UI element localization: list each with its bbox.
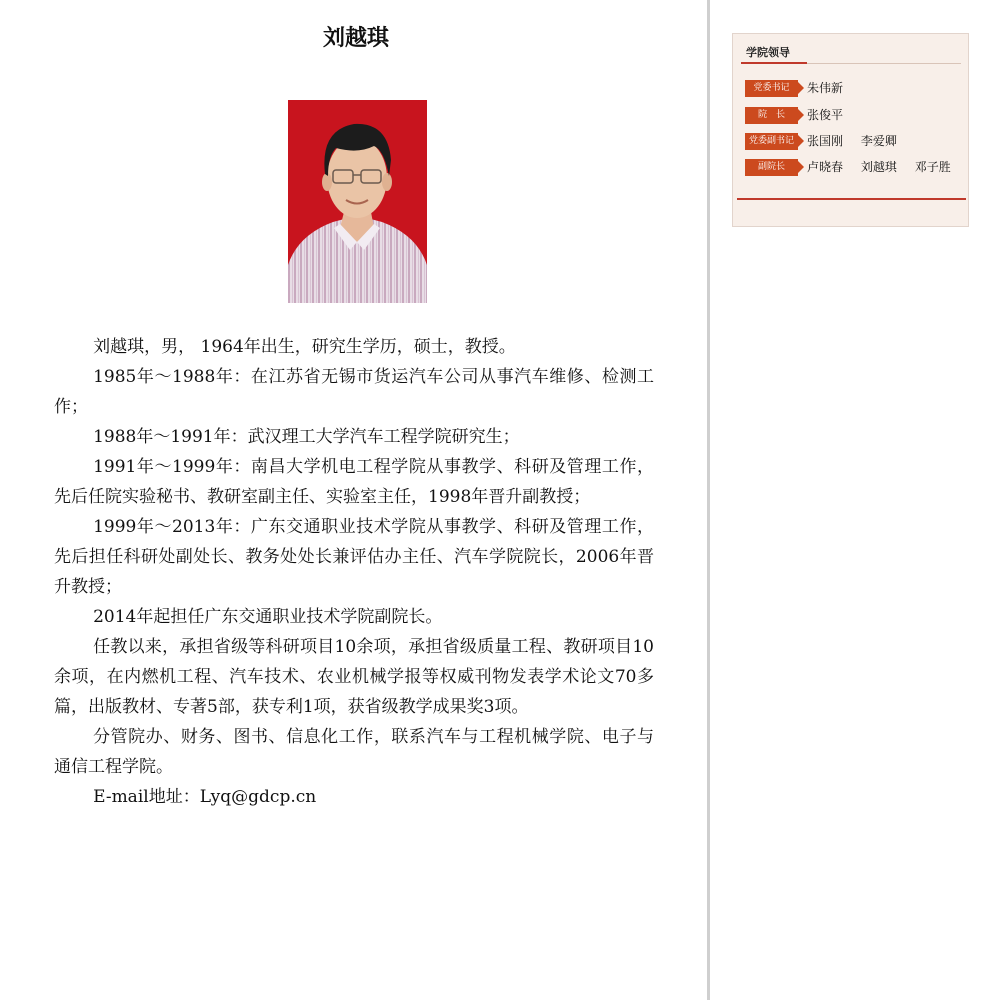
profile-article: [54, 332, 654, 812]
role-tag: 党委书记: [745, 80, 798, 97]
role-tag: 院 长: [745, 107, 798, 124]
leader-names: [807, 80, 857, 97]
panel-header: [733, 34, 968, 66]
leader-name-link[interactable]: 李爱卿: [860, 134, 897, 148]
leader-name-link[interactable]: 朱伟新: [807, 81, 844, 95]
article-paragraph: 1988年～1991年：武汉理工大学汽车工程学院研究生；: [93, 427, 520, 447]
panel-title: 学院领导: [746, 46, 790, 59]
leader-name-link[interactable]: 邓子胜: [914, 160, 951, 174]
leader-name-link[interactable]: 张国刚: [807, 134, 844, 148]
leader-names: [807, 159, 965, 176]
article-paragraph: 1991年～1999年：南昌大学机电工程学院从事教学、科研及管理工作，先后任院实验秘书、教研室副主任、实验室主任，1998年晋升副教授；: [54, 457, 654, 507]
leader-names: [807, 133, 911, 150]
article-paragraph: 任教以来，承担省级等科研项目10余项，承担省级质量工程、教研项目10余项，在内燃机工程、汽车技术、农业机械学报等权威刊物发表学术论文70多篇，出版教材、专著5部，获专利1项，获省级教学成果奖3项。: [54, 637, 654, 717]
leader-name-link[interactable]: 张俊平: [807, 108, 844, 122]
article-paragraph: 刘越琪，男， 1964年出生，研究生学历，硕士，教授。: [93, 337, 516, 357]
article-paragraph: 1985年～1988年：在江苏省无锡市货运汽车公司从事汽车维修、检测工作；: [54, 367, 654, 417]
header-accent-bar: [741, 62, 807, 64]
role-tag: 党委副书记: [745, 133, 798, 150]
email-paragraph: E-mail地址：Lyq@gdcp.cn: [93, 787, 317, 807]
column-divider: [707, 0, 710, 1000]
role-tag: 副院长: [745, 159, 798, 176]
leader-name-link[interactable]: 刘越琪: [860, 160, 897, 174]
leader-names: [807, 107, 857, 124]
article-paragraph: 1999年～2013年：广东交通职业技术学院从事教学、科研及管理工作，先后担任科研处副处长、教务处处长兼评估办主任、汽车学院院长，2006年晋升教授；: [54, 517, 654, 597]
portrait-image: [288, 100, 427, 303]
article-paragraph: 分管院办、财务、图书、信息化工作，联系汽车与工程机械学院、电子与通信工程学院。: [54, 727, 654, 777]
page-title: 刘越琪: [322, 26, 389, 51]
profile-photo: [288, 100, 427, 303]
leader-name-link[interactable]: 卢晓春: [807, 160, 844, 174]
panel-footer-line: [737, 198, 966, 200]
article-paragraph: 2014年起担任广东交通职业技术学院副院长。: [93, 607, 443, 627]
leadership-panel: [732, 33, 969, 227]
